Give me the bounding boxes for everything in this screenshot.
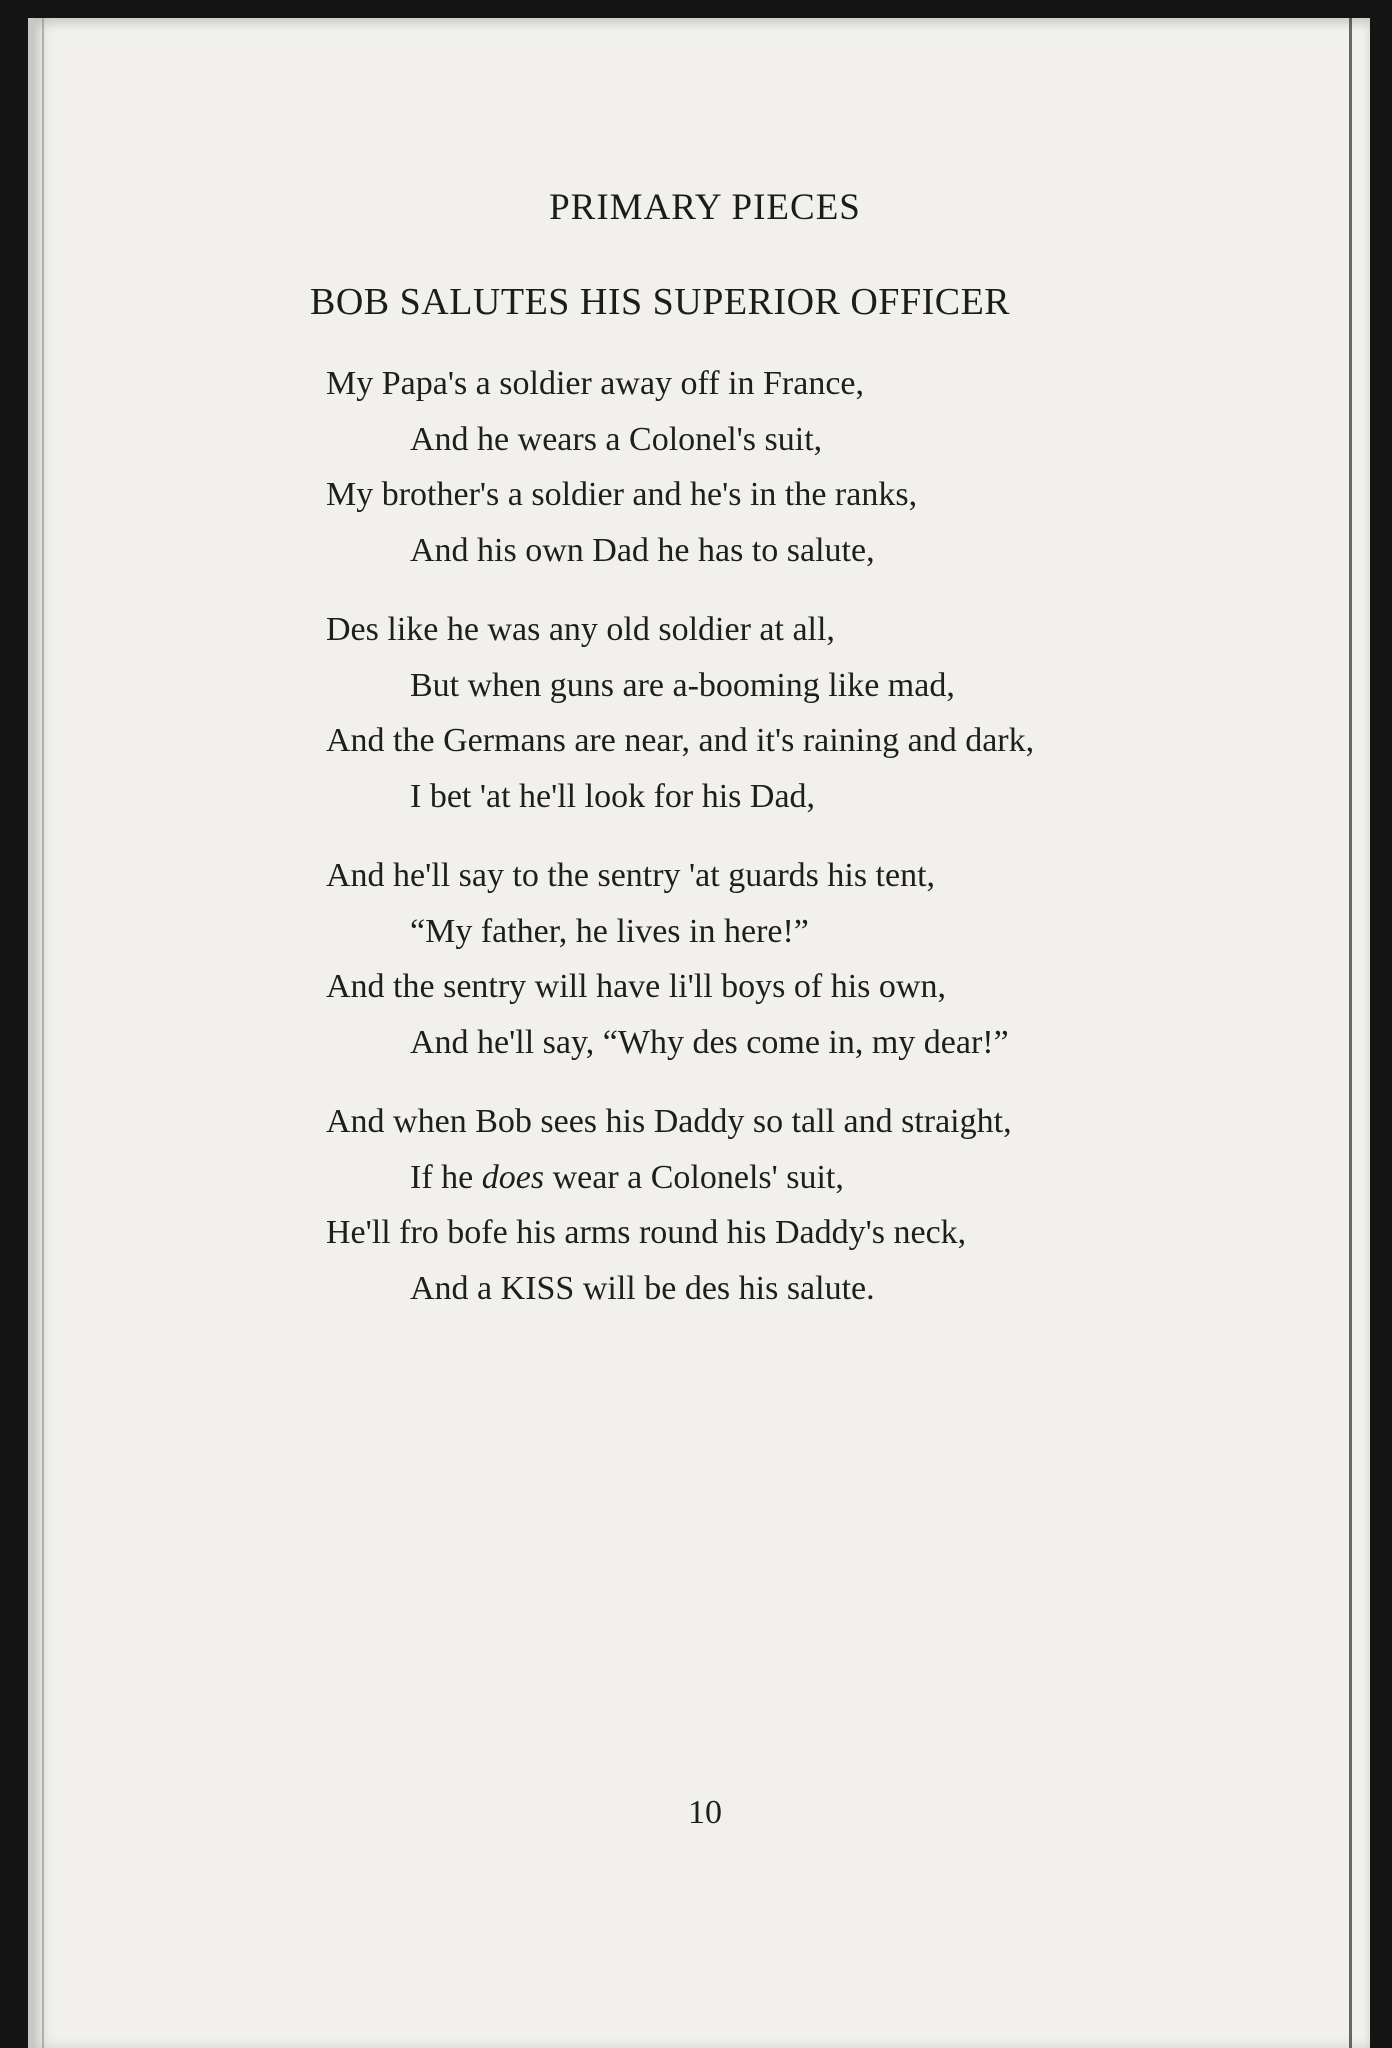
poem-line: And he'll say, “Why des come in, my dear!” [410,1023,1009,1061]
stanza-3 [326,848,1306,1070]
poem-line: And he wears a Colonel's suit, [410,420,823,458]
poem-line: But when guns are a-booming like mad, [410,666,955,704]
page-binding-edge [42,18,44,2048]
running-header: PRIMARY PIECES [549,187,861,228]
stanza-2 [326,602,1306,824]
poem-line: And a KISS will be des his salute. [410,1269,875,1307]
poem-line: And when Bob sees his Daddy so tall and straight, [326,1103,1012,1140]
page-number: 10 [688,1794,722,1831]
poem-line: And the sentry will have li'll boys of his own, [326,968,946,1005]
poem-line: And he'll say to the sentry 'at guards his tent, [326,857,936,894]
poem-line: My brother's a soldier and he's in the ranks, [326,476,918,513]
poem-line: Des like he was any old soldier at all, [326,611,835,648]
page-fold-edge [1349,18,1352,2048]
poem-line: And the Germans are near, and it's raining and dark, [326,722,1035,759]
emphasized-word: does [481,1158,545,1196]
stanza-1 [326,356,1306,578]
poem-line: He'll fro bofe his arms round his Daddy's neck, [326,1214,967,1251]
poem-body [326,356,1306,1340]
book-page [28,18,1370,2048]
poem-line: “My father, he lives in here!” [410,912,809,950]
poem-line: I bet 'at he'll look for his Dad, [410,777,816,815]
poem-title: BOB SALUTES HIS SUPERIOR OFFICER [310,281,1011,323]
poem-line: My Papa's a soldier away off in France, [326,365,865,402]
poem-line: And his own Dad he has to salute, [410,531,875,569]
stanza-4 [326,1094,1306,1316]
poem-line: If he does wear a Colonels' suit, [410,1158,844,1196]
